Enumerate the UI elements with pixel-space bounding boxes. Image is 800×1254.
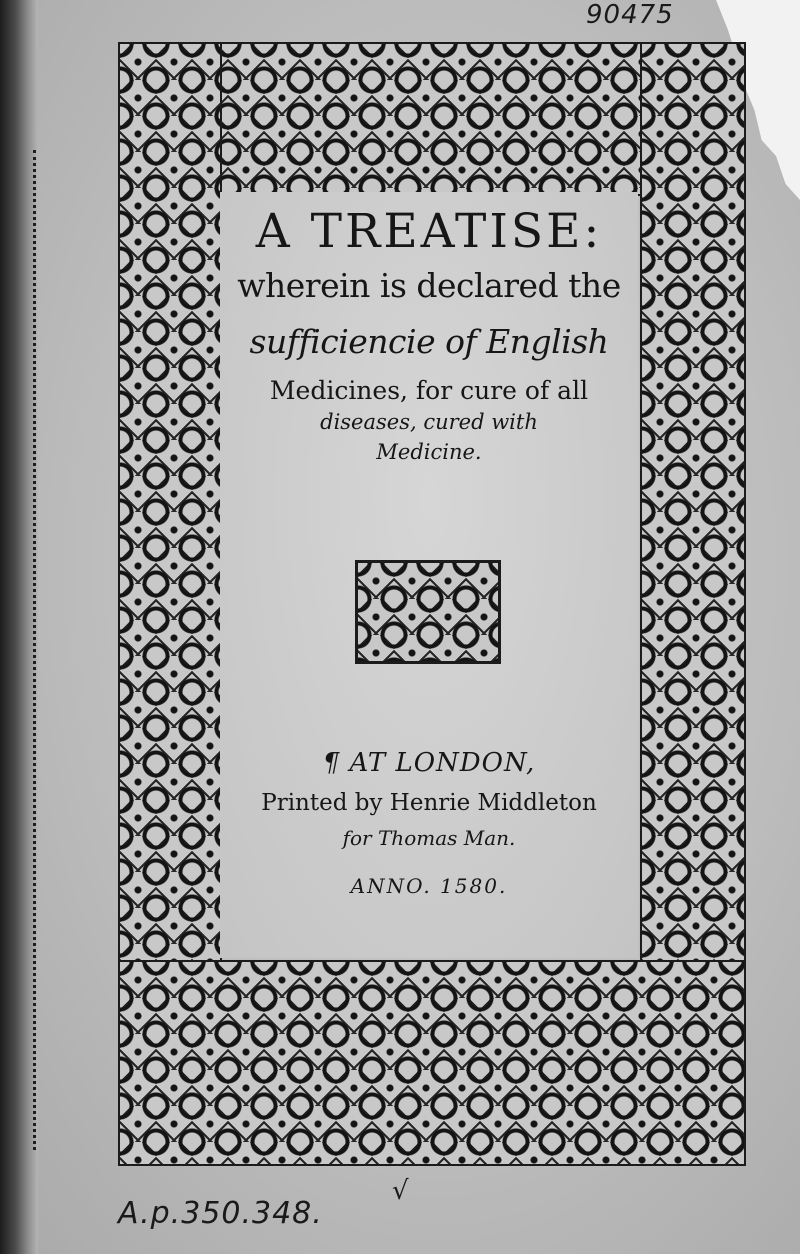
subtitle-line: Medicine.	[376, 440, 482, 464]
subtitle-line: wherein is declared the	[237, 266, 621, 305]
handwritten-accession-number: 90475	[586, 0, 674, 30]
book-title: A TREATISE:	[255, 204, 603, 259]
subtitle-line: Medicines, for cure of all	[269, 376, 589, 405]
imprint-year: ANNO. 1580.	[350, 874, 508, 898]
imprint-place: ¶ AT LONDON,	[322, 748, 536, 778]
printers-ornament	[355, 560, 501, 664]
handwritten-tick-mark: √	[392, 1176, 409, 1206]
handwritten-shelfmark: A.p.350.348.	[118, 1196, 323, 1231]
subtitle-line: diseases, cured with	[320, 410, 538, 434]
imprint-printer: Printed by Henrie Middleton	[261, 790, 597, 816]
binding-stitches	[33, 150, 40, 1150]
subtitle-line: sufficiencie of English	[249, 322, 609, 361]
imprint-publisher: for Thomas Man.	[342, 826, 516, 850]
ornamental-border-bottom	[118, 960, 746, 1166]
